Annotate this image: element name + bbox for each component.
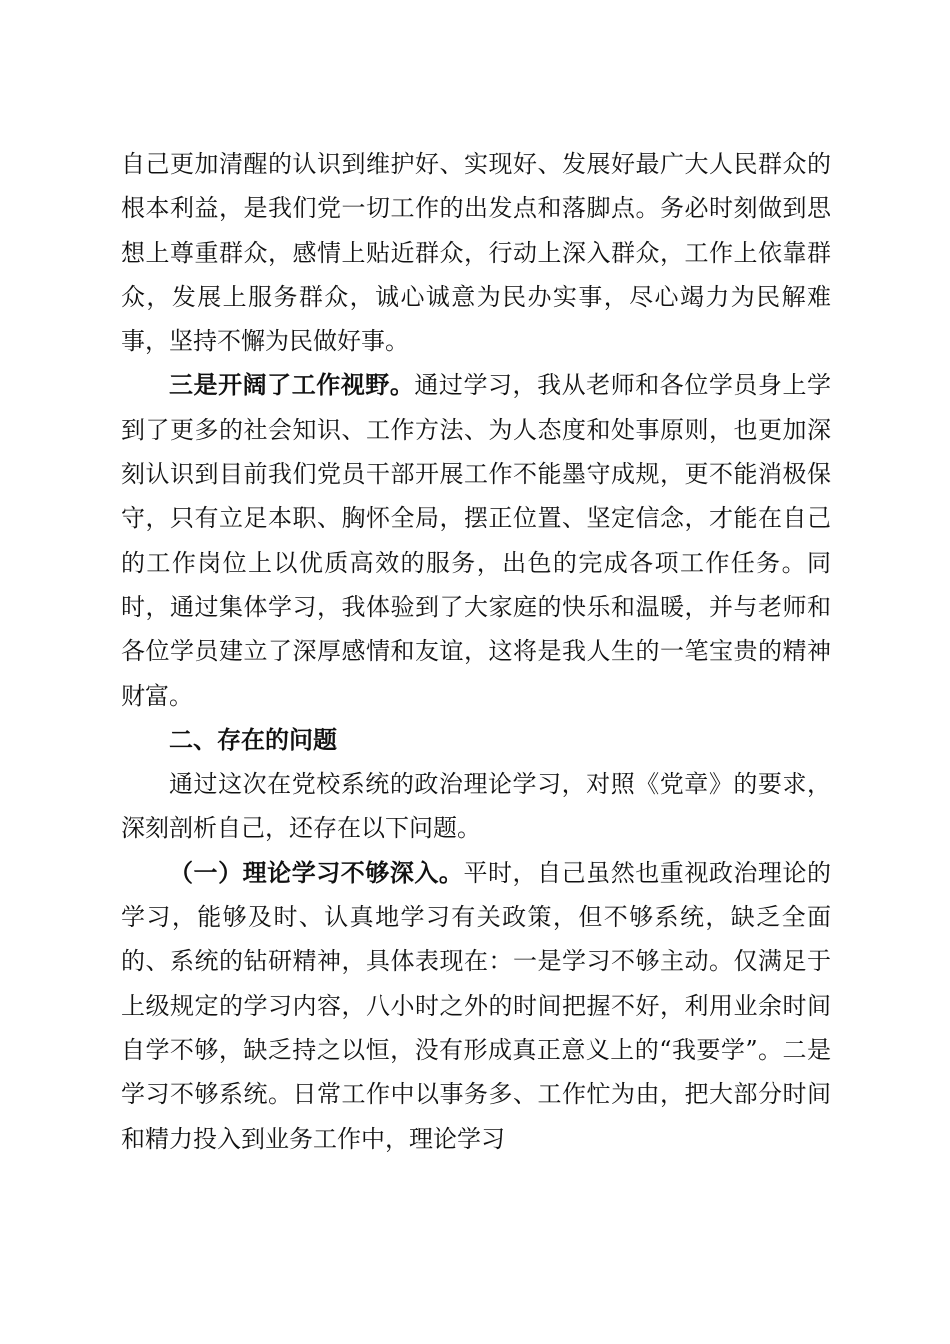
paragraph-text: 通过这次在党校系统的政治理论学习，对照《党章》的要求，深刻剖析自己，还存在以下问题。 [121, 770, 831, 843]
paragraph-text: 自己更加清醒的认识到维护好、实现好、发展好最广大人民群众的根本利益，是我们党一切工作的出发点和落脚点。务必时刻做到思想上尊重群众，感情上贴近群众，行动上深入群众，工作上依靠群众，发展上服务群众，诚心诚意为民办实事，尽心竭力为民解难事，坚持不懈为民做好事。 [121, 150, 831, 356]
paragraph-text: 平时，自己虽然也重视政治理论的学习，能够及时、认真地学习有关政策，但不够系统，缺乏全面的、系统的钻研精神，具体表现在：一是学习不够主动。仅满足于上级规定的学习内容，八小时之外的时间把握不好，利用业余时间自学不够，缺乏持之以恒，没有形成真正意义上的“我要学”。二是学习不够系统。日常工作中以事务多、工作忙为由，把大部分时间和精力投入到业务工作中，理论学习 [121, 858, 832, 1153]
paragraph-continuation [121, 142, 831, 363]
paragraph-lead: （一）理论学习不够深入。 [169, 858, 464, 887]
paragraph-intro-problems [121, 762, 831, 851]
paragraph-text: 通过学习，我从老师和各位学员身上学到了更多的社会知识、工作方法、为人态度和处事原则，也更加深刻认识到目前我们党员干部开展工作不能墨守成规，更不能消极保守，只有立足本职、胸怀全局，摆正位置、坚定信念，才能在自己的工作岗位上以优质高效的服务，出色的完成各项工作任务。同时，通过集体学习，我体验到了大家庭的快乐和温暖，并与老师和各位学员建立了深厚感情和友谊，这将是我人生的一笔宝贵的精神财富。 [121, 371, 832, 710]
paragraph-work-vision [121, 363, 831, 717]
paragraph-lead: 三是开阔了工作视野。 [169, 371, 415, 400]
document-body [121, 142, 831, 1161]
paragraph-theory-study [121, 851, 831, 1161]
section-heading: 二、存在的问题 [169, 725, 337, 754]
